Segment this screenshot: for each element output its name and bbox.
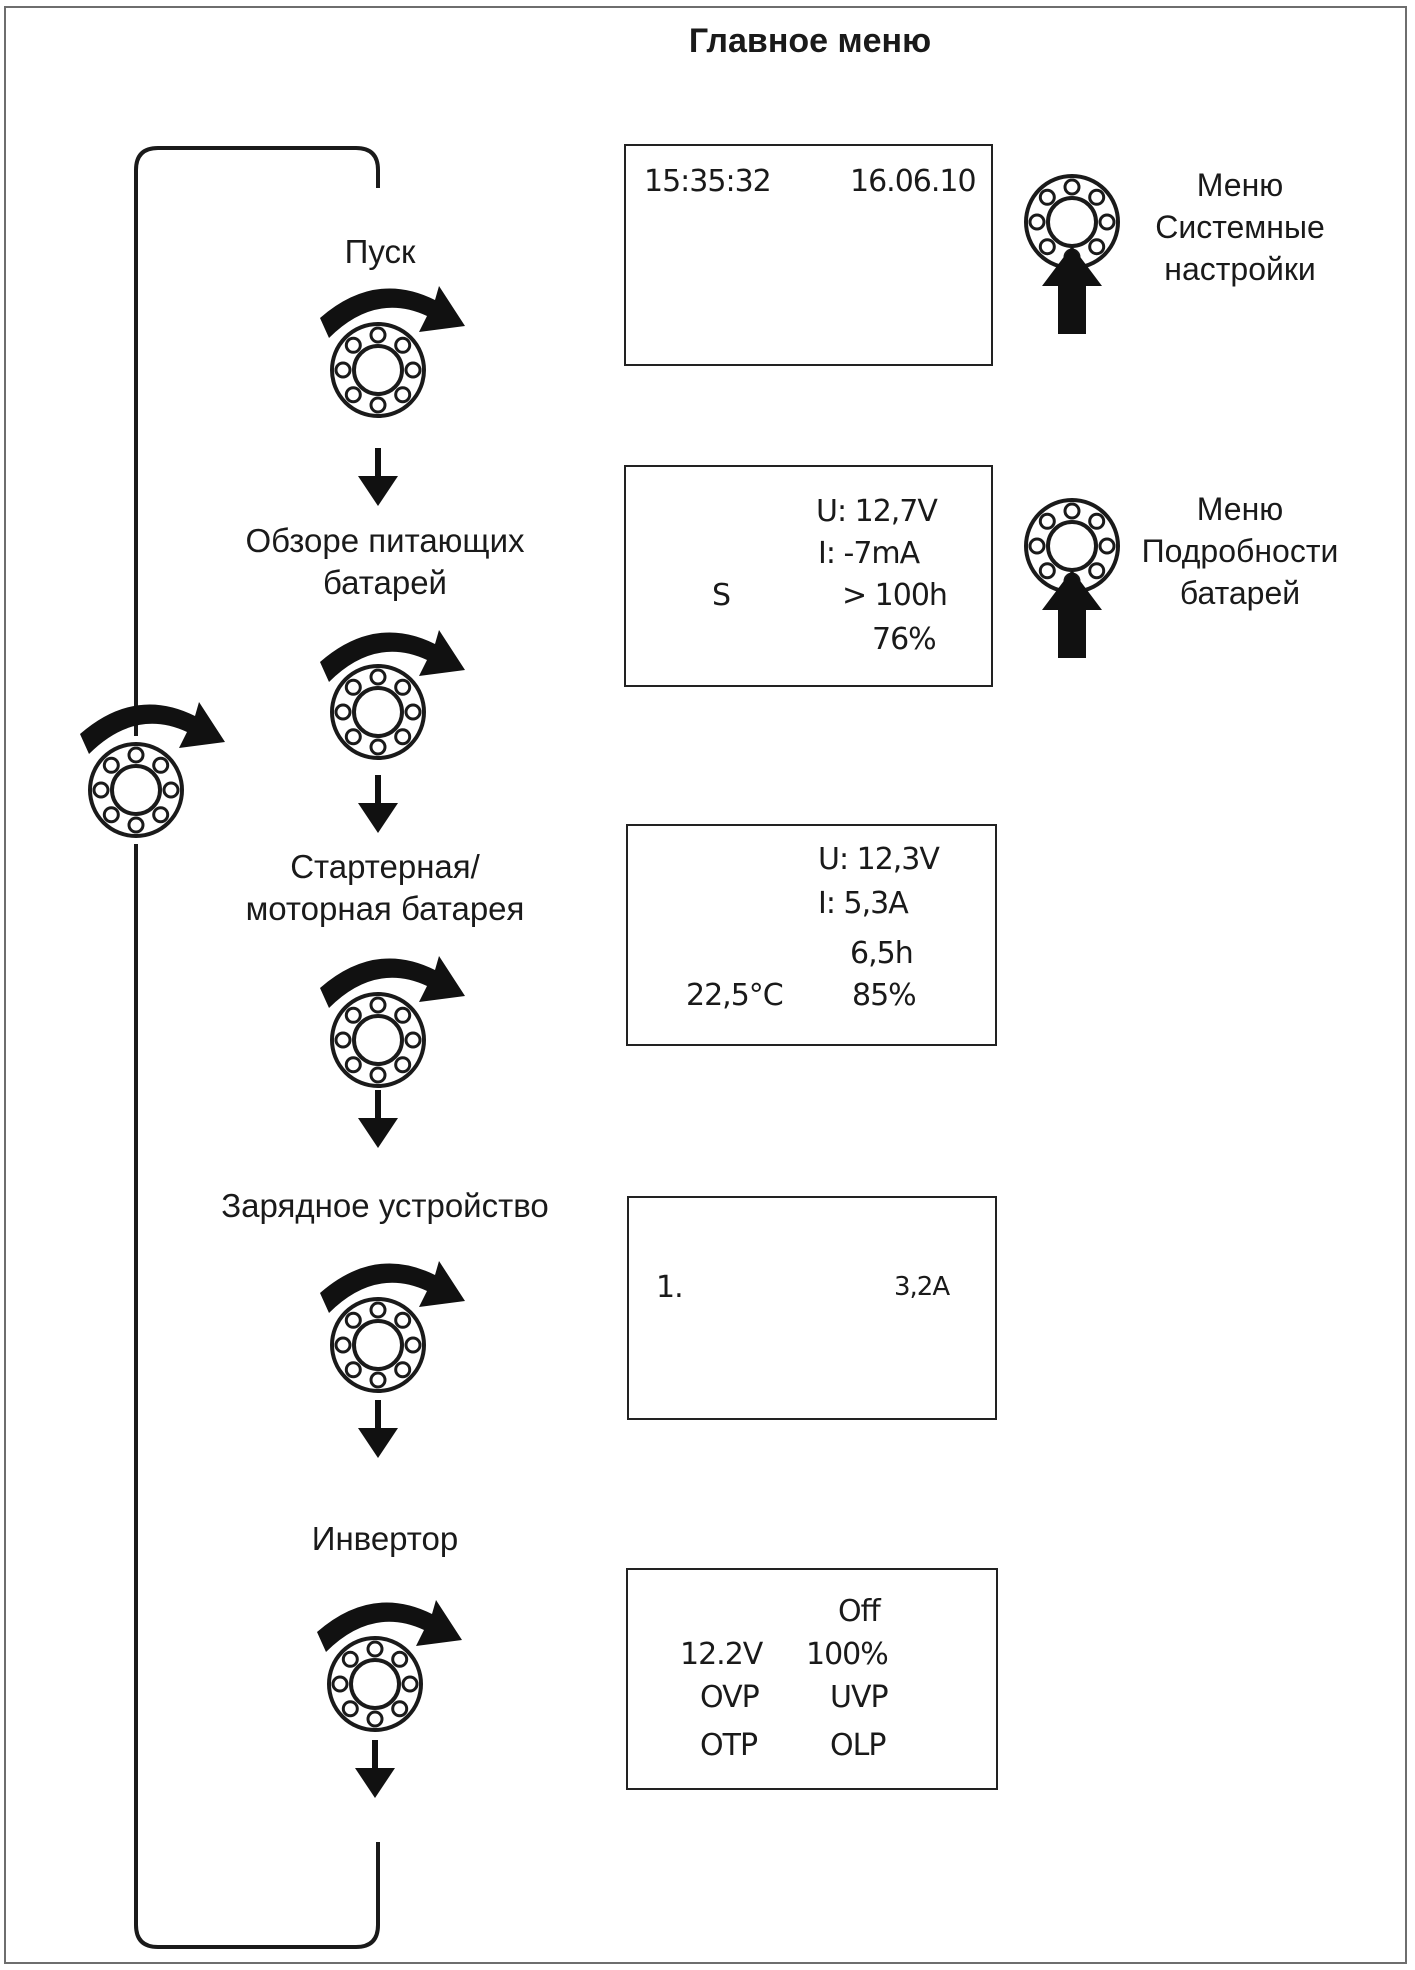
lcd-screen-charger	[627, 1196, 997, 1420]
screen-time-left-3: 6,5h	[850, 936, 913, 971]
down-arrow-icon-5	[355, 1740, 395, 1798]
screen-bank-2: S	[712, 578, 731, 613]
side-menu-system-settings[interactable]: Меню Системные настройки	[1155, 167, 1325, 287]
rotary-knob-icon-5	[329, 1638, 421, 1730]
screen-voltage-3: U: 12,3V	[818, 842, 939, 877]
screen-fault-olp: OLP	[830, 1728, 886, 1763]
screen-inverter-voltage: 12.2V	[680, 1637, 763, 1672]
screen-charge-stage-4: 1.	[656, 1270, 683, 1305]
rotary-knob-icon-4	[332, 1299, 424, 1391]
screen-fault-uvp: UVP	[830, 1680, 888, 1715]
screen-soc-3: 85%	[852, 978, 916, 1013]
rotary-knob-icon-3	[332, 994, 424, 1086]
screen-date: 16.06.10	[850, 164, 976, 199]
screen-soc-2: 76%	[872, 622, 936, 657]
lcd-screen-inverter	[626, 1568, 998, 1790]
step-label-supply-batteries: Обзоре питающих батарей	[245, 522, 525, 601]
screen-inverter-state: Off	[838, 1594, 880, 1629]
screen-fault-ovp: OVP	[700, 1680, 759, 1715]
down-arrow-icon-2	[358, 775, 398, 833]
loop-rotary-knob-icon	[90, 744, 182, 836]
screen-charge-current-4: 3,2A	[894, 1272, 950, 1302]
step-label-starter-battery: Стартерная/ моторная батарея	[245, 848, 525, 927]
step-label-start: Пуск	[344, 233, 416, 270]
step-label-inverter: Инвертор	[311, 1520, 459, 1557]
screen-time: 15:35:32	[644, 164, 771, 199]
page-title: Главное меню	[688, 22, 932, 60]
screen-inverter-load: 100%	[806, 1637, 888, 1672]
down-arrow-icon-3	[358, 1090, 398, 1148]
screen-fault-otp: OTP	[700, 1728, 758, 1763]
screen-temperature-3: 22,5°C	[686, 978, 783, 1013]
lcd-screen-supply-batteries	[624, 465, 993, 687]
lcd-screen-starter-battery	[626, 824, 997, 1046]
step-label-charger: Зарядное устройство	[221, 1187, 549, 1224]
rotary-knob-icon-1	[332, 324, 424, 416]
down-arrow-icon-1	[358, 448, 398, 506]
screen-time-left-2: > 100h	[842, 578, 947, 613]
screen-voltage-2: U: 12,7V	[816, 494, 937, 529]
down-arrow-icon-4	[358, 1400, 398, 1458]
rotary-knob-icon-2	[332, 666, 424, 758]
screen-current-3: I: 5,3A	[818, 886, 908, 921]
side-menu-battery-details[interactable]: Меню Подробности батарей	[1141, 491, 1339, 611]
screen-current-2: I: -7mA	[818, 536, 920, 571]
